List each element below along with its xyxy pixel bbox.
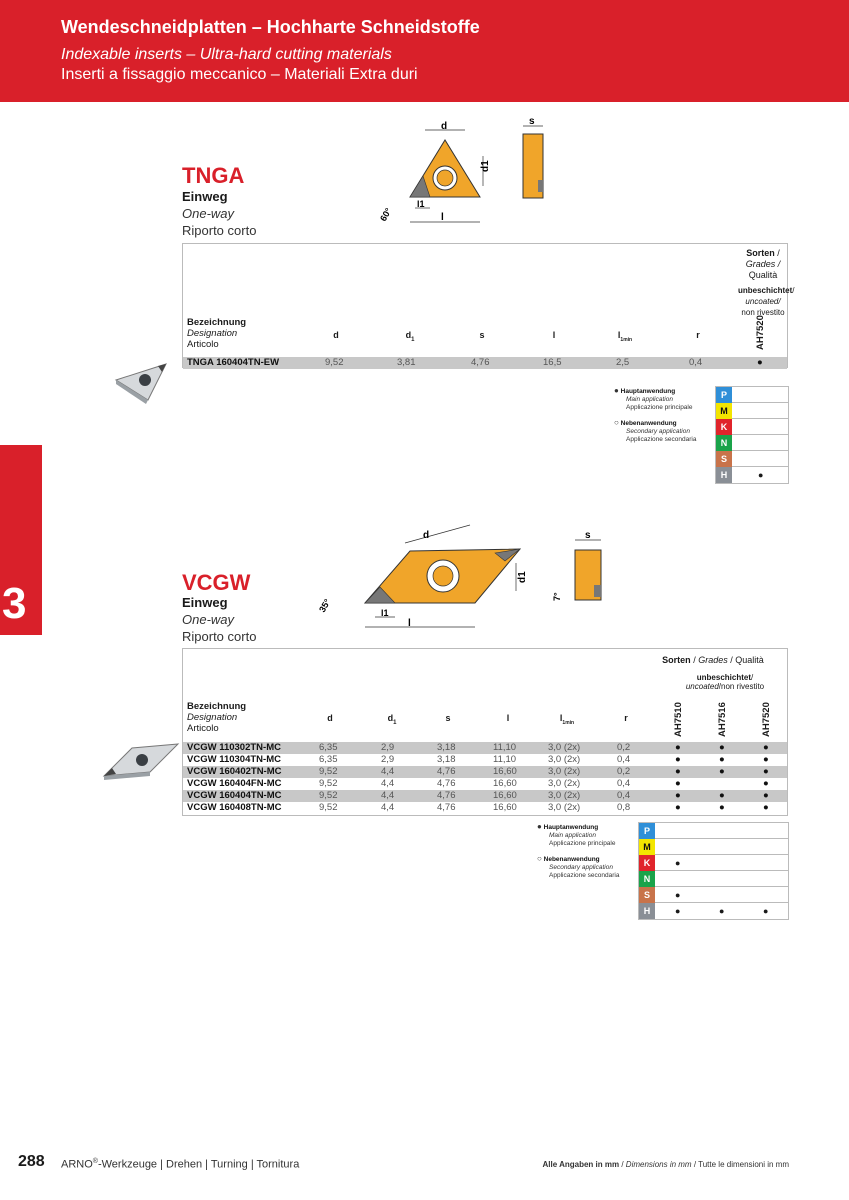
sep: /	[730, 655, 733, 665]
row-grade-1: ●	[719, 766, 725, 777]
col-l: l	[552, 330, 556, 340]
brand: ARNO	[61, 1158, 93, 1171]
vcgw-dim-d1-label: d1	[517, 571, 528, 583]
row-grade-0: ●	[757, 357, 763, 368]
legend-dot-main: ●	[537, 822, 542, 831]
col-d1-main: d	[405, 330, 412, 340]
row-r: 0,8	[617, 802, 631, 813]
row-r: 0,4	[617, 754, 631, 765]
col-d1-sub: 1	[411, 336, 415, 343]
row-d1: 4,4	[381, 802, 395, 813]
footer-right	[542, 1160, 789, 1169]
col-d1	[385, 713, 399, 726]
legend-sec-de: Nebenanwendung	[620, 420, 677, 427]
row-l1: 3,0 (2x)	[548, 766, 581, 777]
col-l: l	[506, 713, 510, 723]
col-s: s	[479, 330, 485, 340]
iso-row-s	[639, 887, 788, 903]
table-row	[183, 742, 787, 754]
uncoated-it: non rivestito	[721, 682, 765, 691]
iso-label: N	[716, 435, 732, 451]
iso-label: H	[639, 903, 655, 919]
row-grade-0: ●	[675, 766, 681, 777]
header-title-it: Inserti a fissaggio meccanico – Materiali Extra duri	[61, 66, 418, 83]
legend-sec-it: Applicazione secondaria	[549, 872, 620, 879]
iso-row-p	[716, 387, 788, 403]
footer-right-it: Tutte le dimensioni in mm	[698, 1160, 789, 1169]
iso-row-p	[639, 823, 788, 839]
row-d: 6,35	[319, 754, 338, 765]
row-r: 0,4	[617, 778, 631, 789]
row-l1: 2,5	[616, 357, 630, 368]
col-l1-sub: 1min	[620, 336, 633, 343]
row-d: 9,52	[319, 802, 338, 813]
row-d1: 3,81	[397, 357, 416, 368]
legend-dot-sec: ○	[537, 854, 542, 863]
header-title-en: Indexable inserts – Ultra-hard cutting materials	[61, 46, 392, 63]
uncoated-de: unbeschichtet	[738, 286, 793, 295]
table-row	[183, 790, 787, 802]
page-footer	[0, 1150, 849, 1180]
vcgw-dim-l-label: l	[408, 618, 411, 629]
row-grade-1: ●	[719, 742, 725, 753]
dim-s-label: s	[529, 116, 535, 127]
grades-de: Sorten	[746, 248, 775, 258]
row-s: 4,76	[437, 766, 456, 777]
tnga-legend	[614, 387, 696, 444]
vcgw-sub-en: One-way	[182, 612, 235, 627]
col-d1-sub: 1	[393, 719, 397, 726]
row-r: 0,2	[617, 742, 631, 753]
angle-7-label: 7°	[552, 592, 562, 601]
tnga-sub-it: Riporto corto	[182, 223, 257, 238]
tnga-grades-header	[738, 248, 795, 318]
tnga-table	[182, 243, 795, 368]
dim-l1-label: l1	[417, 199, 425, 209]
dim-d1-label: d1	[480, 160, 491, 172]
designation-en: Designation	[187, 328, 238, 339]
row-r: 0,4	[617, 790, 631, 801]
uncoated-en: uncoated	[685, 682, 719, 691]
col-l1-sub: 1min	[562, 719, 575, 726]
iso-label: S	[716, 451, 732, 467]
tnga-insert-image	[112, 360, 172, 405]
row-d: 9,52	[319, 778, 338, 789]
row-l: 16,60	[493, 778, 517, 789]
row-d1: 4,4	[381, 790, 395, 801]
vcgw-grades-header	[643, 655, 783, 665]
row-l: 11,10	[493, 754, 517, 765]
iso-label: M	[639, 839, 655, 855]
row-r: 0,4	[689, 357, 703, 368]
row-grade-2: ●	[763, 766, 769, 777]
row-d: 6,35	[319, 742, 338, 753]
row-l1: 3,0 (2x)	[548, 790, 581, 801]
designation-de: Bezeichnung	[187, 317, 247, 328]
col-d1-main: d	[387, 713, 394, 723]
col-l1-main: l	[559, 713, 563, 723]
row-d1: 2,9	[381, 754, 395, 765]
legend-main-en: Main application	[626, 396, 673, 403]
vcgw-dim-d-label: d	[423, 530, 430, 541]
row-code: VCGW 110302TN-MC	[187, 742, 281, 753]
tnga-technical-drawing	[375, 112, 555, 237]
row-l1: 3,0 (2x)	[548, 742, 581, 753]
header-title-de: Wendeschneidplatten – Hochharte Schneidstoffe	[61, 17, 480, 37]
table-row	[183, 357, 787, 369]
vcgw-uncoated-header	[669, 673, 781, 691]
angle-35-label: 35°	[317, 597, 333, 614]
sep: /	[778, 297, 781, 306]
row-l1: 3,0 (2x)	[548, 778, 581, 789]
tnga-sub-de: Einweg	[182, 189, 228, 204]
tnga-grade-0: AH7520	[755, 315, 766, 350]
row-grade-2: ●	[763, 778, 769, 789]
reg: ®	[92, 1158, 98, 1165]
grades-it: Qualità	[748, 270, 778, 280]
col-l1-main: l	[617, 330, 621, 340]
vcgw-title: VCGW	[182, 570, 251, 595]
iso-row-h	[716, 467, 788, 483]
designation-it: Articolo	[187, 339, 219, 350]
legend-main-de: Hauptanwendung	[620, 388, 676, 395]
sep: /	[693, 1160, 697, 1169]
table-row	[183, 802, 787, 814]
row-grade-0: ●	[675, 742, 681, 753]
iso-label: P	[639, 823, 655, 839]
row-code: TNGA 160404TN-EW	[187, 357, 280, 368]
tnga-title: TNGA	[182, 163, 245, 188]
row-s: 4,76	[471, 357, 490, 368]
page-number: 288	[18, 1153, 45, 1170]
sep: /	[621, 1160, 624, 1169]
footer-right-de: Alle Angaben in mm	[542, 1160, 620, 1169]
vcgw-grade-1: AH7516	[717, 702, 728, 737]
vcgw-table	[182, 648, 788, 816]
footer-left-rest: -Werkzeuge | Drehen | Turning | Tornitura	[97, 1158, 300, 1171]
angle-60-label: 60°	[378, 206, 394, 223]
grades-it: Qualità	[735, 655, 764, 665]
legend-main-it: Applicazione principale	[549, 840, 616, 847]
legend-dot-sec: ○	[614, 418, 619, 427]
iso-label: H	[716, 467, 732, 483]
iso-row-k	[716, 419, 788, 435]
iso-row-m	[716, 403, 788, 419]
row-code: VCGW 160402TN-MC	[187, 766, 282, 777]
vcgw-dim-l1-label: l1	[381, 608, 389, 618]
section-tab	[0, 445, 42, 635]
vcgw-grade-0: AH7510	[673, 702, 684, 737]
row-d1: 2,9	[381, 742, 395, 753]
sep: /	[792, 286, 795, 295]
iso-row-n	[716, 435, 788, 451]
iso-label: P	[716, 387, 732, 403]
col-r: r	[624, 713, 628, 723]
iso-label: S	[639, 887, 655, 903]
vcgw-sub-de: Einweg	[182, 595, 228, 610]
col-d: d	[327, 713, 333, 723]
row-code: VCGW 160404FN-MC	[187, 778, 282, 789]
row-s: 3,18	[437, 754, 456, 765]
vcgw-dim-s-label: s	[585, 530, 591, 541]
row-grade-2: ●	[763, 742, 769, 753]
iso-mark: ●	[719, 906, 725, 916]
sep: /	[718, 682, 721, 691]
iso-row-m	[639, 839, 788, 855]
footer-right-en: Dimensions in mm	[625, 1160, 692, 1169]
row-l: 16,60	[493, 802, 517, 813]
row-grade-1: ●	[719, 754, 725, 765]
row-code: VCGW 160404TN-MC	[187, 790, 282, 801]
row-l: 16,60	[493, 766, 517, 777]
iso-row-s	[716, 451, 788, 467]
iso-mark: ●	[675, 858, 681, 868]
row-code: VCGW 160408TN-MC	[187, 802, 282, 813]
col-s: s	[445, 713, 451, 723]
uncoated-de: unbeschichtet	[696, 673, 751, 682]
col-r: r	[696, 330, 700, 340]
row-r: 0,2	[617, 766, 631, 777]
sep: /	[777, 248, 780, 258]
vcgw-sub-it: Riporto corto	[182, 629, 257, 644]
table-row	[183, 766, 787, 778]
iso-label: N	[639, 871, 655, 887]
col-l1	[615, 330, 635, 343]
section-number: 3	[2, 579, 27, 628]
iso-row-k	[639, 855, 788, 871]
row-grade-0: ●	[675, 754, 681, 765]
col-d1	[403, 330, 417, 343]
legend-dot-main: ●	[614, 386, 619, 395]
row-grade-0: ●	[675, 790, 681, 801]
legend-sec-en: Secondary application	[549, 864, 613, 871]
legend-main-de: Hauptanwendung	[543, 824, 599, 831]
row-grade-1: ●	[719, 802, 725, 813]
legend-sec-de: Nebenanwendung	[543, 856, 600, 863]
vcgw-grade-2: AH7520	[761, 702, 772, 737]
row-l1: 3,0 (2x)	[548, 802, 581, 813]
row-grade-2: ●	[763, 754, 769, 765]
uncoated-en: uncoated	[745, 297, 779, 306]
row-l: 11,10	[493, 742, 517, 753]
iso-mark: ●	[675, 906, 681, 916]
row-l: 16,5	[543, 357, 562, 368]
legend-sec-en: Secondary application	[626, 428, 690, 435]
designation-en: Designation	[187, 712, 238, 723]
grades-en: Grades	[745, 259, 776, 269]
sep: /	[693, 655, 696, 665]
vcgw-insert-image	[102, 740, 182, 782]
col-l1	[557, 713, 577, 726]
uncoated-it: non rivestito	[741, 308, 785, 317]
row-l: 16,60	[493, 790, 517, 801]
row-grade-1: ●	[719, 790, 725, 801]
iso-row-h	[639, 903, 788, 919]
table-row	[183, 754, 787, 766]
row-grade-2: ●	[763, 802, 769, 813]
row-d1: 4,4	[381, 766, 395, 777]
designation-de: Bezeichnung	[187, 701, 247, 712]
table-row	[183, 778, 787, 790]
row-s: 4,76	[437, 802, 456, 813]
grades-en: Grades	[698, 655, 728, 665]
grades-de: Sorten	[662, 655, 691, 665]
row-grade-2: ●	[763, 790, 769, 801]
row-grade-0: ●	[675, 802, 681, 813]
iso-mark: ●	[675, 890, 681, 900]
iso-label: K	[716, 419, 732, 435]
legend-sec-it: Applicazione secondaria	[626, 436, 697, 443]
legend-main-en: Main application	[549, 832, 596, 839]
iso-mark: ●	[758, 470, 764, 480]
row-s: 4,76	[437, 790, 456, 801]
sep: /	[777, 259, 781, 269]
designation-it: Articolo	[187, 723, 219, 734]
footer-left	[61, 1158, 299, 1171]
vcgw-iso-matrix	[638, 822, 789, 920]
tnga-iso-matrix	[715, 386, 789, 484]
dim-d-label: d	[441, 121, 448, 132]
col-d: d	[333, 330, 339, 340]
row-code: VCGW 110304TN-MC	[187, 754, 281, 765]
row-d: 9,52	[319, 766, 338, 777]
legend-main-it: Applicazione principale	[626, 404, 693, 411]
row-d: 9,52	[319, 790, 338, 801]
row-d1: 4,4	[381, 778, 395, 789]
row-d: 9,52	[325, 357, 344, 368]
iso-row-n	[639, 871, 788, 887]
iso-label: M	[716, 403, 732, 419]
sep: /	[751, 673, 754, 682]
iso-label: K	[639, 855, 655, 871]
page-header	[0, 0, 849, 102]
row-grade-0: ●	[675, 778, 681, 789]
dim-l-label: l	[441, 212, 444, 223]
iso-mark: ●	[763, 906, 769, 916]
row-s: 4,76	[437, 778, 456, 789]
row-l1: 3,0 (2x)	[548, 754, 581, 765]
vcgw-legend	[537, 823, 619, 880]
row-s: 3,18	[437, 742, 456, 753]
vcgw-technical-drawing	[317, 525, 620, 640]
tnga-sub-en: One-way	[182, 206, 235, 221]
